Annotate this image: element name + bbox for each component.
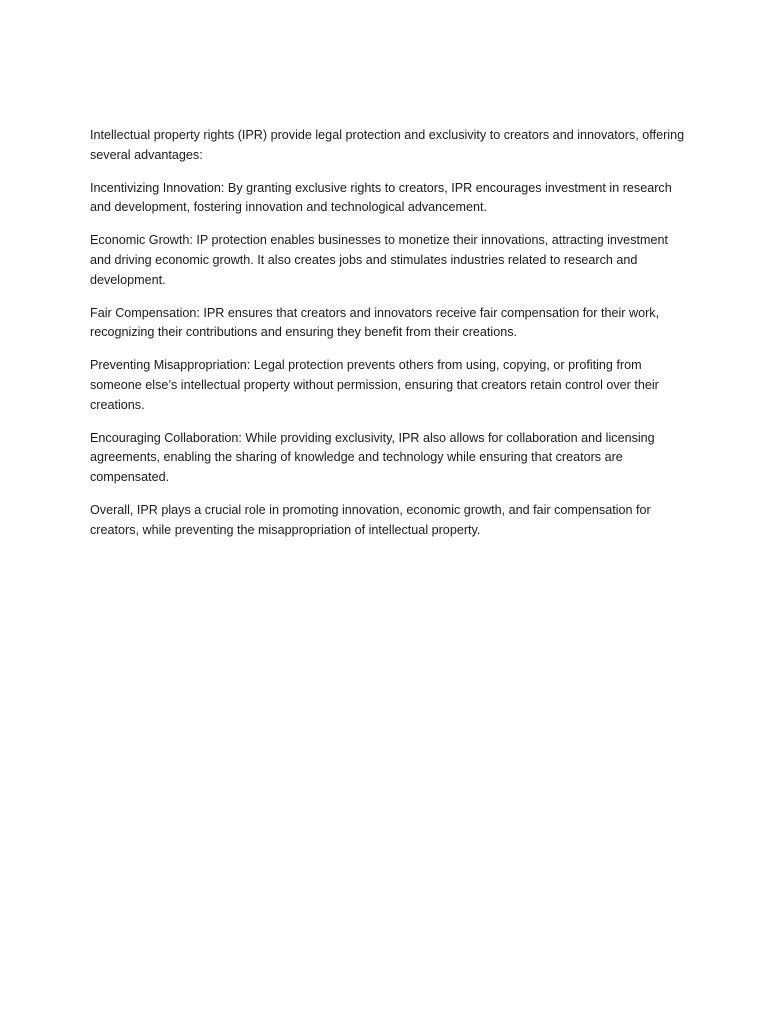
encouraging-collaboration-paragraph: Encouraging Collaboration: While providing exclusivity, IPR also allows for collaboration and licensing agreements, enabling the sharing of knowledge and technology while ensuring that creators are compensated. [90,430,655,485]
fair-compensation-paragraph: Fair Compensation: IPR ensures that creators and innovators receive fair compensation for their work, recognizing their contributions and ensuring they benefit from their creations. [90,305,660,340]
document-body [90,126,690,554]
incentivizing-innovation-paragraph: Incentivizing Innovation: By granting exclusive rights to creators, IPR encourages investment in research and development, fostering innovation and technological advancement. [90,180,672,215]
economic-growth-paragraph: Economic Growth: IP protection enables businesses to monetize their innovations, attracting investment and driving economic growth. It also creates jobs and stimulates industries related to research and development. [90,233,668,287]
preventing-misappropriation-paragraph: Preventing Misappropriation: Legal protection prevents others from using, copying, or profiting from someone else’s intellectual property without permission, ensuring that creators retain control over their creations. [90,358,659,412]
conclusion-paragraph: Overall, IPR plays a crucial role in promoting innovation, economic growth, and fair compensation for creators, while preventing the misappropriation of intellectual property. [90,502,651,537]
intro-paragraph: Intellectual property rights (IPR) provide legal protection and exclusivity to creators and innovators, offering several advantages: [90,128,685,162]
